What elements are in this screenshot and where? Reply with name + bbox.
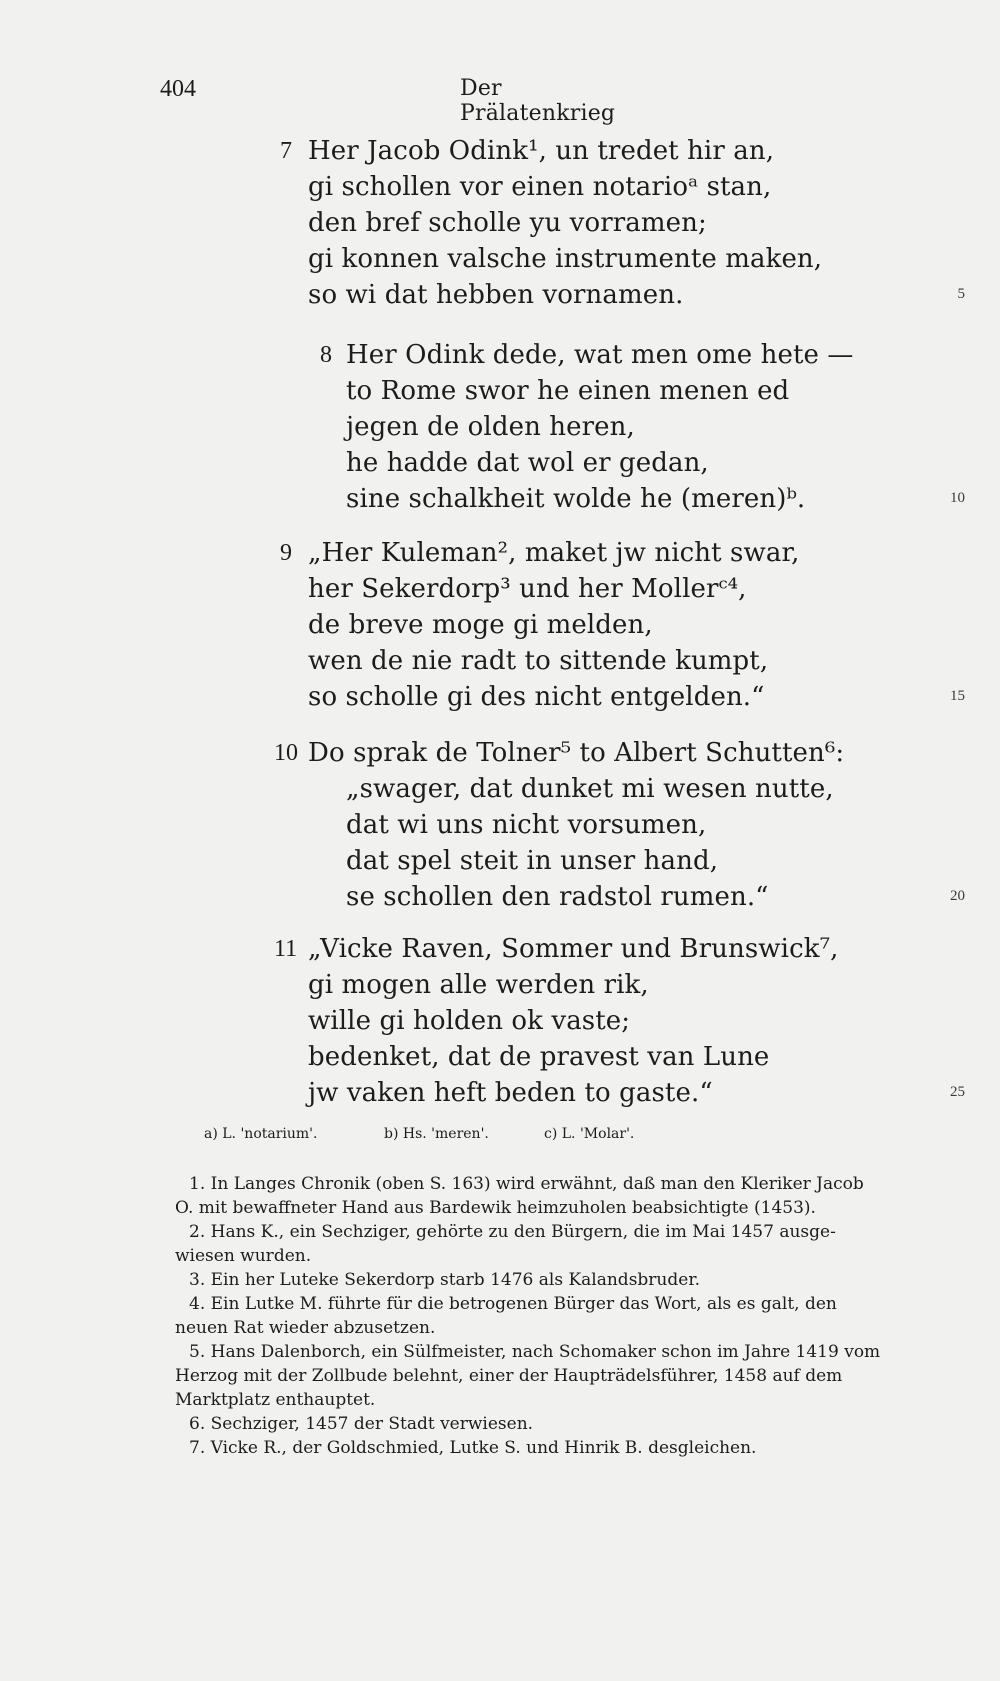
verse-line: se schollen den radstol rumen.“ — [346, 882, 769, 912]
margin-line-number: 25 — [950, 1084, 965, 1100]
footnote-2 — [175, 1220, 939, 1268]
footnote-3 — [175, 1268, 939, 1292]
verse-line: de breve moge gi melden, — [308, 610, 653, 640]
verse-line: dat spel steit in unser hand, — [346, 846, 719, 876]
verse-line: jw vaken heft beden to gaste.“ — [308, 1078, 713, 1108]
running-head — [160, 76, 640, 126]
verse-line: „swager, dat dunket mi wesen nutte, — [346, 774, 834, 804]
footnote-line: 1. In Langes Chronik (oben S. 163) wird erwähnt, daß man den Kleriker Jacob — [189, 1174, 864, 1194]
footnote-line: wiesen wurden. — [175, 1246, 312, 1266]
verse-line: dat wi uns nicht vorsumen, — [346, 810, 707, 840]
verse-line: wille gi holden ok vaste; — [308, 1006, 631, 1036]
margin-line-number: 20 — [950, 888, 965, 904]
footnote-line: 4. Ein Lutke M. führte für die betrogenen Bürger das Wort, als es galt, den — [189, 1294, 837, 1314]
verse-line: „Her Kuleman², maket jw nicht swar, — [308, 538, 800, 568]
verse-line: Her Odink dede, wat men ome hete — — [346, 340, 854, 370]
footnote-7 — [175, 1436, 939, 1460]
running-title: Der Prälatenkrieg — [460, 76, 616, 126]
verse-line: gi mogen alle werden rik, — [308, 970, 649, 1000]
margin-line-number: 5 — [957, 286, 965, 302]
footnote-line: Marktplatz enthauptet. — [175, 1390, 376, 1410]
stanza-number: 10 — [274, 740, 298, 766]
verse-line: so scholle gi des nicht entgelden.“ — [308, 682, 765, 712]
footnote-line: Herzog mit der Zollbude belehnt, einer der Haupträdelsführer, 1458 auf dem — [175, 1366, 843, 1386]
stanza-number: 7 — [280, 138, 292, 164]
verse-line: gi schollen vor einen notarioᵃ stan, — [308, 172, 772, 202]
footnote-1 — [175, 1172, 939, 1220]
stanza-number: 11 — [274, 936, 298, 962]
variant-note: c) L. 'Molar'. — [544, 1126, 635, 1142]
footnote-4 — [175, 1292, 939, 1340]
verse-line: Do sprak de Tolner⁵ to Albert Schutten⁶: — [308, 738, 845, 768]
verse-line: he hadde dat wol er gedan, — [346, 448, 709, 478]
verse-line: den bref scholle yu vorramen; — [308, 208, 707, 238]
margin-line-number: 15 — [950, 688, 965, 704]
footnotes — [175, 1172, 939, 1460]
verse-line: wen de nie radt to sittende kumpt, — [308, 646, 769, 676]
footnote-line: 6. Sechziger, 1457 der Stadt verwiesen. — [189, 1414, 534, 1434]
variant-note: b) Hs. 'meren'. — [384, 1126, 489, 1142]
verse-line: to Rome swor he einen menen ed — [346, 376, 790, 406]
stanza-number: 8 — [320, 342, 332, 368]
footnote-line: O. mit bewaffneter Hand aus Bardewik heimzuholen beabsichtigte (1453). — [175, 1198, 816, 1218]
footnote-line: 3. Ein her Luteke Sekerdorp starb 1476 als Kalandsbruder. — [189, 1270, 700, 1290]
footnote-5 — [175, 1340, 939, 1412]
verse-line: sine schalkheit wolde he (meren)ᵇ. — [346, 484, 806, 514]
margin-line-number: 10 — [950, 490, 965, 506]
verse-line: her Sekerdorp³ und her Mollerᶜ⁴, — [308, 574, 747, 604]
page-number: 404 — [160, 76, 196, 102]
footnote-6 — [175, 1412, 939, 1436]
verse-line: so wi dat hebben vornamen. — [308, 280, 684, 310]
footnote-line: 7. Vicke R., der Goldschmied, Lutke S. und Hinrik B. desgleichen. — [189, 1438, 757, 1458]
verse-line: Her Jacob Odink¹, un tredet hir an, — [308, 136, 775, 166]
variant-note: a) L. 'notarium'. — [204, 1126, 318, 1142]
verse-line: bedenket, dat de pravest van Lune — [308, 1042, 770, 1072]
stanza-number: 9 — [280, 540, 292, 566]
footnote-line: neuen Rat wieder abzusetzen. — [175, 1318, 436, 1338]
verse-line: gi konnen valsche instrumente maken, — [308, 244, 823, 274]
footnote-line: 2. Hans K., ein Sechziger, gehörte zu den Bürgern, die im Mai 1457 ausge- — [189, 1222, 836, 1242]
verse-line: jegen de olden heren, — [346, 412, 635, 442]
verse-line: „Vicke Raven, Sommer und Brunswick⁷, — [308, 934, 839, 964]
footnote-line: 5. Hans Dalenborch, ein Sülfmeister, nach Schomaker schon im Jahre 1419 vom — [189, 1342, 881, 1362]
